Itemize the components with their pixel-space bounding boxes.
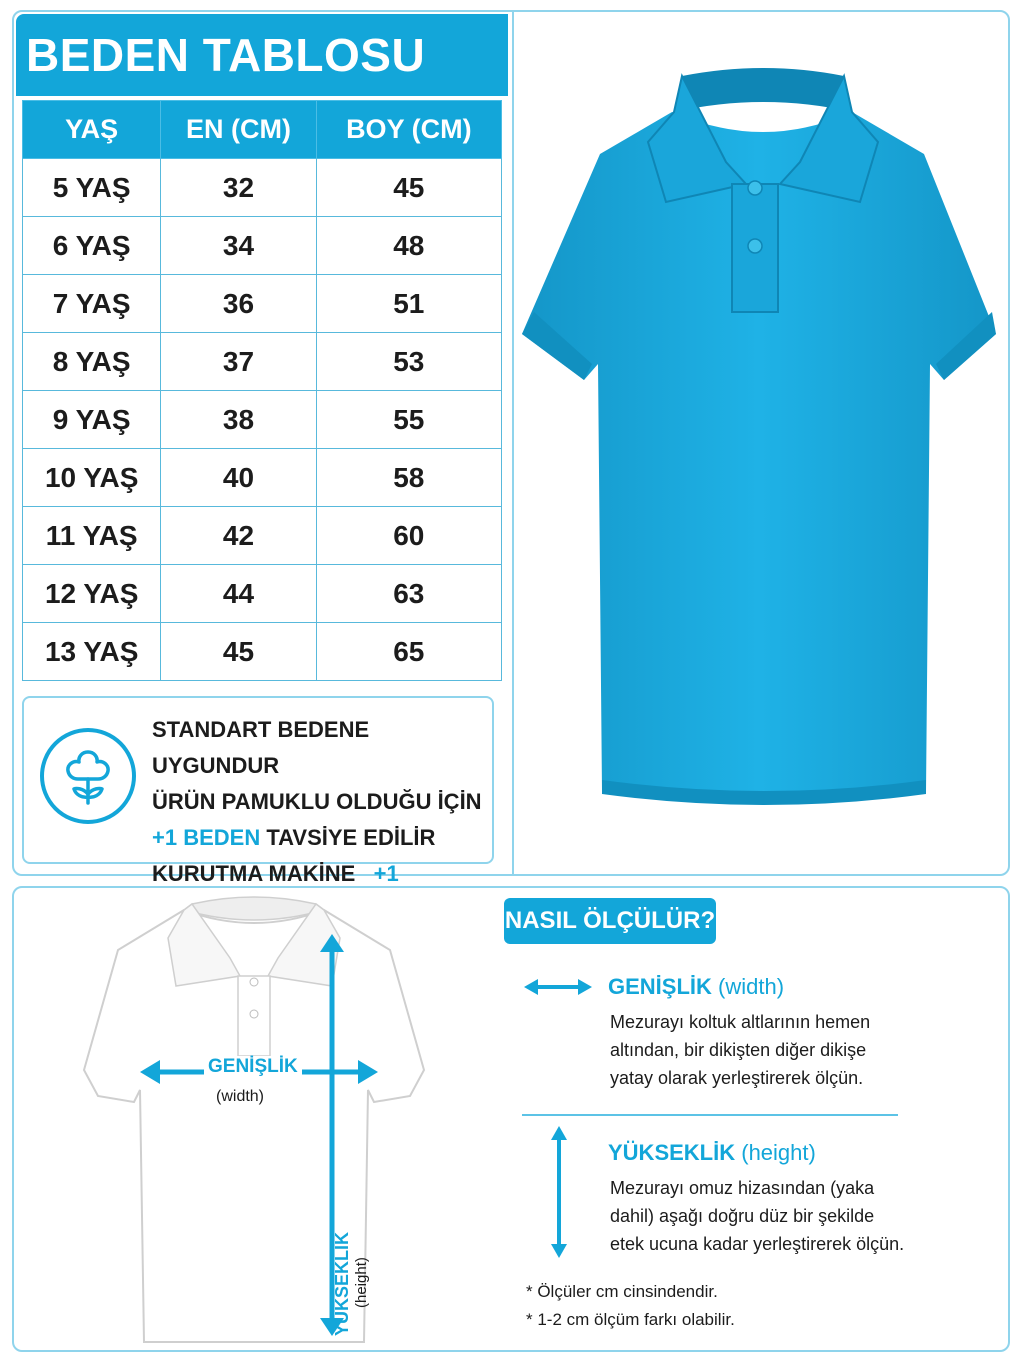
height-description (610, 1174, 910, 1258)
info-highlight-plus: +1 (373, 861, 399, 886)
blue-polo-image (514, 12, 1010, 874)
width-desc-line: Mezurayı koltuk altlarının hemen (610, 1012, 871, 1032)
cell-width: 40 (161, 449, 316, 507)
height-heading-sub: (height) (741, 1140, 816, 1165)
how-to-measure-panel (12, 886, 1010, 1352)
vertical-arrow-icon (548, 1126, 570, 1258)
cell-width: 45 (161, 623, 316, 681)
cell-age: 13 YAŞ (23, 623, 161, 681)
size-chart-panel (12, 10, 1010, 886)
white-polo-diagram (64, 890, 444, 1350)
cell-length: 53 (316, 333, 501, 391)
cell-length: 60 (316, 507, 501, 565)
horizontal-arrow-icon (524, 976, 592, 998)
column-header-age: YAŞ (23, 101, 161, 159)
table-row (23, 333, 502, 391)
info-highlight-size: +1 BEDEN (152, 825, 261, 850)
cell-width: 34 (161, 217, 316, 275)
table-row (23, 507, 502, 565)
cell-length: 55 (316, 391, 501, 449)
shirt-height-label: YÜKSEKLİK (332, 1231, 352, 1336)
info-line-4-a: KURUTMA MAKİNE (152, 861, 356, 886)
section-divider (522, 1114, 898, 1116)
note-line: * 1-2 cm ölçüm farkı olabilir. (526, 1310, 735, 1329)
table-row (23, 275, 502, 333)
table-header-row (23, 101, 502, 159)
info-line-3-rest: TAVSİYE EDİLİR (260, 825, 436, 850)
cell-width: 38 (161, 391, 316, 449)
height-desc-line: dahil) aşağı doğru düz bir şekilde (610, 1206, 875, 1226)
height-heading (608, 1140, 816, 1166)
width-desc-line: altından, bir dikişten diğer dikişe (610, 1040, 867, 1060)
column-header-length: BOY (CM) (316, 101, 501, 159)
measurement-notes (526, 1278, 735, 1334)
how-to-measure-badge: NASIL ÖLÇÜLÜR? (504, 898, 716, 944)
cell-age: 7 YAŞ (23, 275, 161, 333)
shirt-width-sublabel: (width) (216, 1088, 265, 1105)
width-description (610, 1008, 910, 1092)
cell-age: 8 YAŞ (23, 333, 161, 391)
cell-width: 44 (161, 565, 316, 623)
size-table (22, 100, 502, 681)
height-desc-line: etek ucuna kadar yerleştirerek ölçün. (610, 1234, 905, 1254)
shirt-height-sublabel: (height) (353, 1257, 370, 1308)
cell-width: 36 (161, 275, 316, 333)
shirt-height-label-group (332, 1176, 372, 1336)
table-row (23, 565, 502, 623)
height-desc-line: Mezurayı omuz hizasından (yaka (610, 1178, 875, 1198)
fit-info-box (22, 696, 494, 886)
title-bar (16, 14, 508, 96)
info-line-1: STANDART BEDENE UYGUNDUR (152, 717, 370, 778)
cell-length: 63 (316, 565, 501, 623)
cell-length: 48 (316, 217, 501, 275)
cell-width: 32 (161, 159, 316, 217)
width-desc-line: yatay olarak yerleştirerek ölçün. (610, 1068, 864, 1088)
info-line-2: ÜRÜN PAMUKLU OLDUĞU İÇİN (152, 789, 482, 814)
page-title: BEDEN TABLOSU (26, 29, 426, 81)
cotton-icon (40, 728, 136, 824)
width-heading (608, 974, 784, 1000)
cell-length: 51 (316, 275, 501, 333)
table-row (23, 217, 502, 275)
table-row (23, 449, 502, 507)
cell-length: 45 (316, 159, 501, 217)
cell-age: 9 YAŞ (23, 391, 161, 449)
width-heading-sub: (width) (718, 974, 785, 999)
note-line: * Ölçüler cm cinsindendir. (526, 1282, 718, 1301)
cell-width: 37 (161, 333, 316, 391)
cell-age: 10 YAŞ (23, 449, 161, 507)
shirt-width-label: GENİŞLİK (204, 1056, 302, 1078)
cell-length: 58 (316, 449, 501, 507)
width-heading-title: GENİŞLİK (608, 974, 712, 999)
table-row (23, 391, 502, 449)
height-heading-title: YÜKSEKLİK (608, 1140, 736, 1165)
cell-age: 6 YAŞ (23, 217, 161, 275)
cell-age: 11 YAŞ (23, 507, 161, 565)
cell-age: 12 YAŞ (23, 565, 161, 623)
column-header-width: EN (CM) (161, 101, 316, 159)
cell-length: 65 (316, 623, 501, 681)
table-row (23, 623, 502, 681)
info-line-3 (152, 820, 492, 856)
table-row (23, 159, 502, 217)
cell-age: 5 YAŞ (23, 159, 161, 217)
cell-width: 42 (161, 507, 316, 565)
